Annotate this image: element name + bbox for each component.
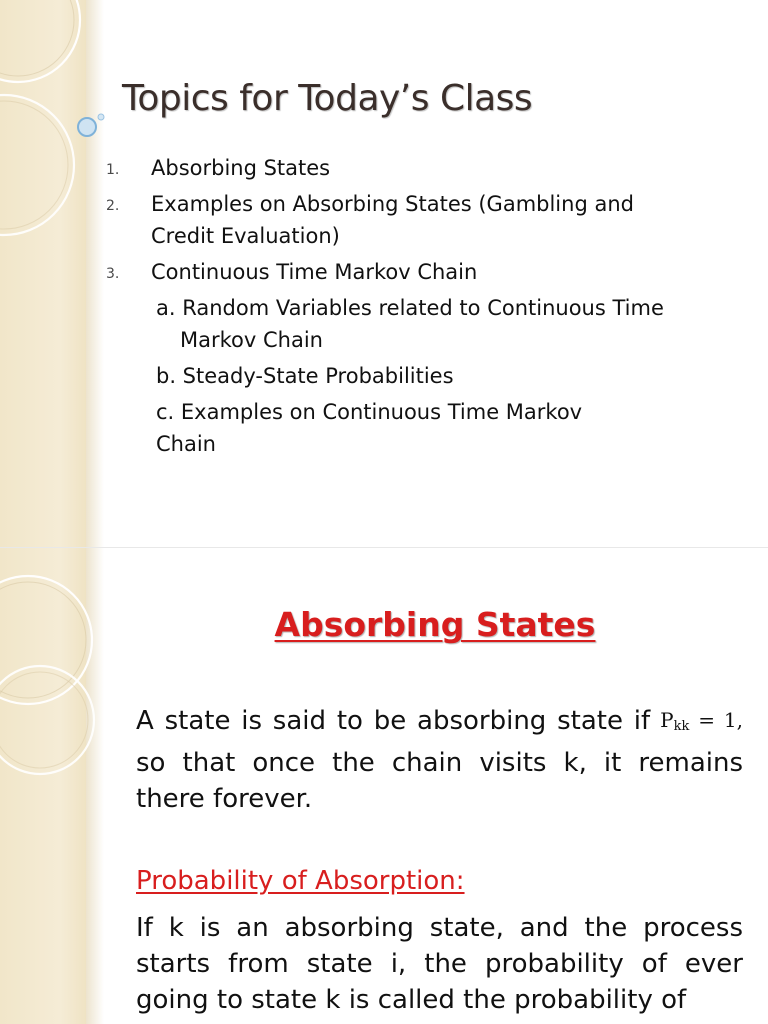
formula-rest: = 1,: [698, 708, 743, 732]
list-number: 1.: [106, 162, 120, 178]
slide-title: Topics for Today’s Class: [122, 78, 533, 119]
sub-list-item: c. Examples on Continuous Time Markov: [156, 400, 583, 424]
sub-list-item: b. Steady-State Probabilities: [156, 364, 454, 388]
sub-list-item: a. Random Variables related to Continuous Time: [156, 296, 664, 320]
list-item-text: Continuous Time Markov Chain: [151, 260, 478, 284]
definition-lead: A state is said to be absorbing state if: [136, 706, 651, 736]
list-item: [106, 152, 726, 184]
sub-list-item-cont: Chain: [156, 432, 216, 456]
definition-text: [136, 702, 743, 817]
formula-p: P: [660, 708, 674, 732]
list-item-text: Absorbing States: [151, 156, 331, 180]
list-number: 3.: [106, 266, 120, 282]
list-number: 2.: [106, 198, 120, 214]
section-title: Probability of Absorption:: [136, 866, 465, 896]
slide-divider: [0, 547, 768, 548]
sub-list-item-cont: Markov Chain: [180, 328, 323, 352]
list-item-text-cont: Credit Evaluation): [151, 224, 340, 248]
list-item: [106, 256, 726, 288]
slide-heading: Absorbing States: [274, 605, 596, 644]
slide-absorbing-states: [0, 548, 768, 1024]
definition-tail: so that once the chain visits k, it remains there forever.: [136, 748, 743, 814]
topics-list: [106, 152, 726, 460]
formula-subscript: kk: [673, 719, 690, 734]
list-item-text: Examples on Absorbing States (Gambling and: [151, 192, 634, 216]
absorbing-formula: [660, 708, 743, 732]
list-item: [106, 188, 726, 252]
absorption-paragraph: If k is an absorbing state, and the process starts from state i, the probability of ever going to state k is called the probability of: [136, 913, 743, 1015]
